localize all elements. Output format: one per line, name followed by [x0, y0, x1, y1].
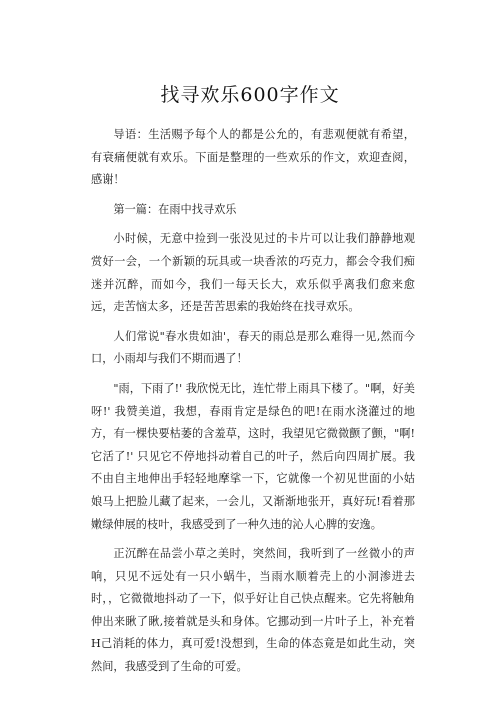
body-paragraph: 正沉醉在品尝小草之美时，突然间，我听到了一丝微小的声响，只见不远处有一只小蜗牛，当雨水顺着壳上的小洞渗进去时，，它微微地抖动了一下，似乎好让自己快点醒来。它先将触角伸出来瞅了瞅,接着就是头和身体。它挪动到一片叶子上，补充着H己消耗的体力，真可爱!没想到，生命的体态竟是如此生动，突然间，我感受到了生命的可爱。: [91, 547, 415, 674]
section-heading: 第一篇：在雨中找寻欢乐: [113, 202, 237, 216]
body-paragraph: "雨，下雨了!' 我欣悦无比，连忙带上雨具下楼了。"啊，好美呀!' 我赞美道，我想，春雨肯定是绿色的吧!在雨水浇灌过的地方，有一棵快要枯萎的含羞草，这时，我望见它微微颤了颤，"啊!它活了!' 只见它不停地抖动着自己的叶子，然后向四周扩展。我不由自主地伸出手轻轻地摩挲一下，它就像一个初见世面的小姑娘马上把脸儿藏了起来，一会儿，又渐渐地张开，真好玩!看着那嫩绿伸展的枝叶，我感受到了一种久违的沁人心脾的安逸。: [91, 381, 415, 531]
document-body: [91, 124, 415, 686]
intro-paragraph: 导语：生活赐予每个人的都是公允的，有悲观便就有希望，有衰痛便就有欢乐。下面是整理的一些欢乐的作文，欢迎查阅，感谢！: [91, 128, 415, 187]
document-title: 找寻欢乐600字作文: [160, 84, 340, 106]
body-paragraph: 小时候，无意中捡到一张没见过的卡片可以让我们静静地观赏好一会，一个新颖的玩具或一块香浓的巧克力，都会令我们痴迷并沉醉，而如今，我们一每天长大，欢乐似乎离我们愈来愈远，走苦恼太多，还是苦苦思索的我始终在找寻欢乐。: [91, 232, 415, 314]
body-paragraph: 人们常说"春水贵如油'，春天的雨总是那么难得一见,然而今口，小雨却与我们不期而遇了！: [91, 329, 415, 366]
